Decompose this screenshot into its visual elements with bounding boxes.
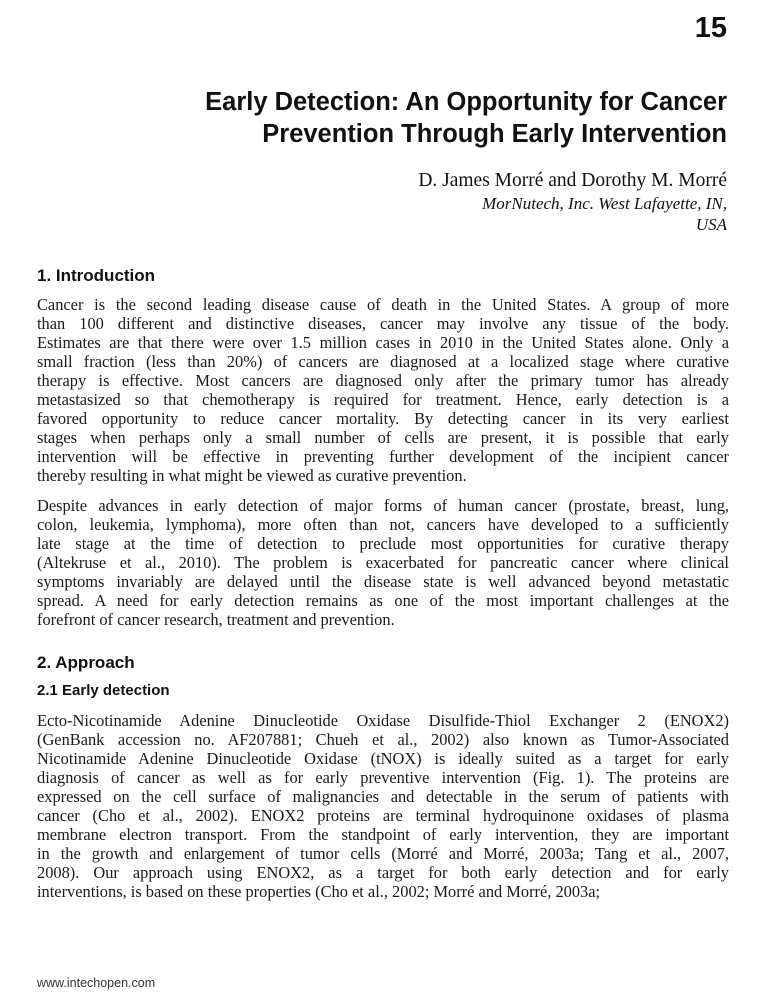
paragraph-line: in the growth and enlargement of tumor cells (Morré and Morré, 2003a; Tang et al., 2007, bbox=[37, 844, 729, 863]
chapter-title-line: Prevention Through Early Intervention bbox=[262, 120, 727, 148]
authors: D. James Morré and Dorothy M. Morré bbox=[418, 170, 727, 191]
paragraph-line: spread. A need for early detection remains as one of the most important challenges at the bbox=[37, 591, 729, 610]
paragraph-line: 2008). Our approach using ENOX2, as a target for both early detection and for early bbox=[37, 863, 729, 882]
paragraph-early-detection-1 bbox=[37, 711, 729, 901]
paragraph-line: (GenBank accession no. AF207881; Chueh et al., 2002) also known as Tumor-Associated bbox=[37, 730, 729, 749]
paragraph-line: forefront of cancer research, treatment and prevention. bbox=[37, 610, 395, 629]
chapter-title-line: Early Detection: An Opportunity for Cancer bbox=[205, 88, 727, 116]
paragraph-line: therapy is effective. Most cancers are diagnosed only after the primary tumor has already bbox=[37, 371, 729, 390]
paragraph-line: expressed on the cell surface of malignancies and detectable in the serum of patients with bbox=[37, 787, 729, 806]
paragraph-intro-2 bbox=[37, 496, 729, 629]
paragraph-line: thereby resulting in what might be viewed as curative prevention. bbox=[37, 466, 467, 485]
paragraph-line: membrane electron transport. From the standpoint of early intervention, they are important bbox=[37, 825, 729, 844]
paragraph-line: favored opportunity to reduce cancer mortality. By detecting cancer in its very earliest bbox=[37, 409, 729, 428]
affiliation-line: MorNutech, Inc. West Lafayette, IN, bbox=[482, 194, 727, 213]
paragraph-line: colon, leukemia, lymphoma), more often than not, cancers have developed to a sufficiently bbox=[37, 515, 729, 534]
paragraph-line: Despite advances in early detection of major forms of human cancer (prostate, breast, lung, bbox=[37, 496, 729, 515]
subsection-heading-early-detection: 2.1 Early detection bbox=[37, 682, 170, 699]
affiliation bbox=[407, 193, 727, 235]
paragraph-line: (Altekruse et al., 2010). The problem is exacerbated for pancreatic cancer where clinical bbox=[37, 553, 729, 572]
footer-url: www.intechopen.com bbox=[37, 976, 156, 990]
chapter-number: 15 bbox=[694, 12, 727, 44]
paragraph-line: metastasized so that chemotherapy is required for treatment. Hence, early detection is a bbox=[37, 390, 729, 409]
section-heading-approach: 2. Approach bbox=[37, 653, 135, 672]
paragraph-line: cancer (Cho et al., 2002). ENOX2 proteins are terminal hydroquinone oxidases of plasma bbox=[37, 806, 729, 825]
paragraph-line: than 100 different and distinctive diseases, cancer may involve any tissue of the body. bbox=[37, 314, 729, 333]
paragraph-line: Ecto-Nicotinamide Adenine Dinucleotide Oxidase Disulfide-Thiol Exchanger 2 (ENOX2) bbox=[37, 711, 729, 730]
paragraph-line: intervention will be effective in preventing further development of the incipient cancer bbox=[37, 447, 729, 466]
paragraph-line: symptoms invariably are delayed until the disease state is well advanced beyond metastatic bbox=[37, 572, 729, 591]
paragraph-line: Estimates are that there were over 1.5 million cases in 2010 in the United States alone. Only a bbox=[37, 333, 729, 352]
paragraph-line: diagnosis of cancer as well as for early preventive intervention (Fig. 1). The proteins are bbox=[37, 768, 729, 787]
paragraph-line: stages when perhaps only a small number of cells are present, it is possible that early bbox=[37, 428, 729, 447]
paragraph-intro-1 bbox=[37, 295, 729, 485]
paragraph-line: Nicotinamide Adenine Dinucleotide Oxidase (tNOX) is ideally suited as a target for early bbox=[37, 749, 729, 768]
section-heading-introduction: 1. Introduction bbox=[37, 266, 156, 285]
chapter-title bbox=[47, 86, 727, 150]
paragraph-line: Cancer is the second leading disease cause of death in the United States. A group of more bbox=[37, 295, 729, 314]
paragraph-line: small fraction (less than 20%) of cancers are diagnosed at a localized stage where curative bbox=[37, 352, 729, 371]
paragraph-line: late stage at the time of detection to preclude most opportunities for curative therapy bbox=[37, 534, 729, 553]
paragraph-line: interventions, is based on these properties (Cho et al., 2002; Morré and Morré, 2003a; bbox=[37, 882, 601, 901]
affiliation-line: USA bbox=[695, 215, 727, 234]
